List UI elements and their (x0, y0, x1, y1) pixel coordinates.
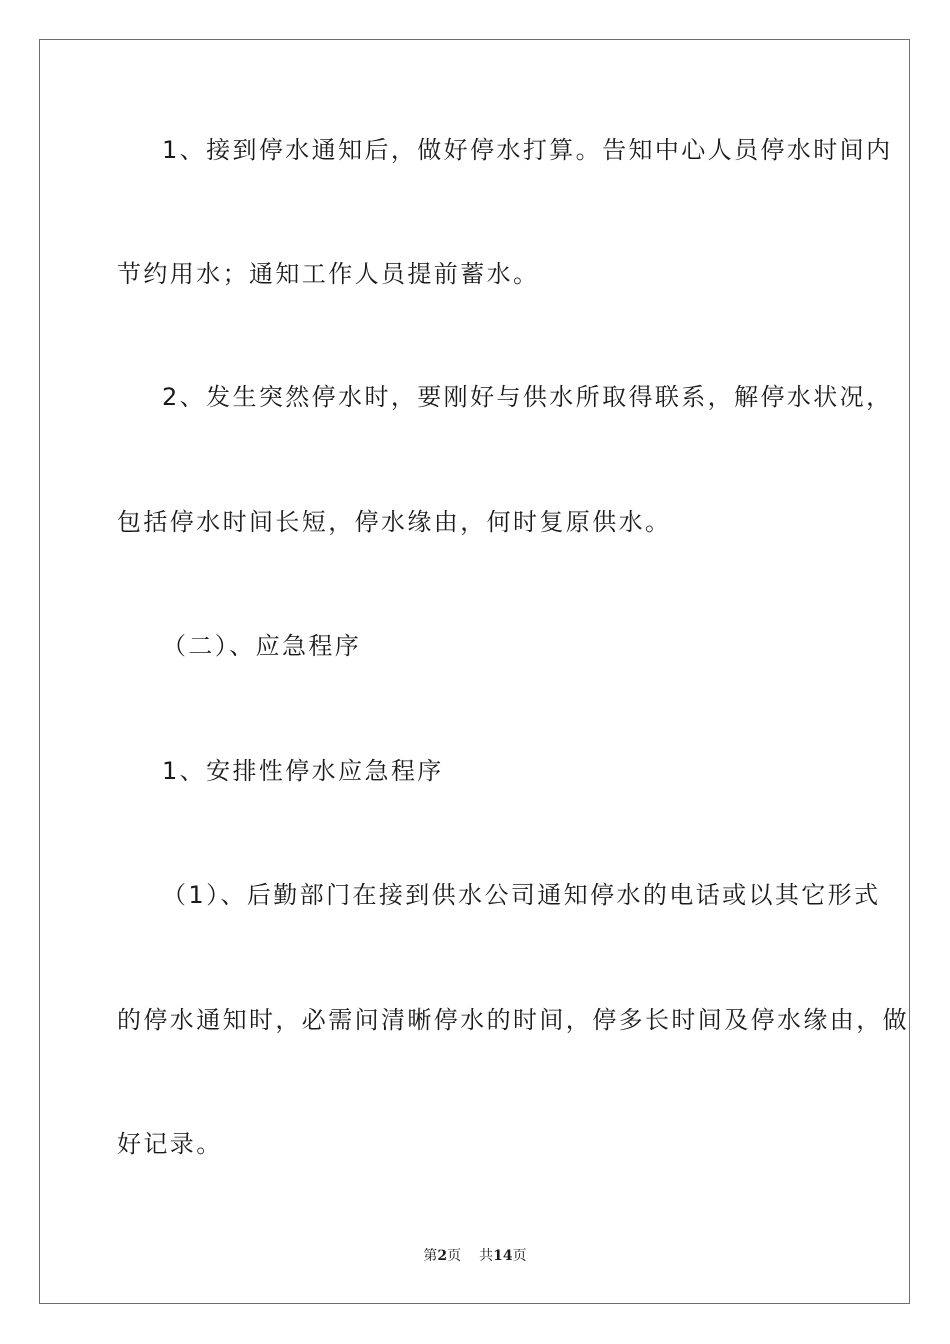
paragraph-3-line-1: （1）、后勤部门在接到供水公司通知停水的电话或以其它形式 (162, 881, 881, 909)
page-footer (0, 1247, 950, 1265)
footer-page-current: 2 (437, 1248, 448, 1264)
paragraph-3-line-3: 好记录。 (117, 1130, 223, 1158)
footer-total-suffix: 页 (512, 1248, 527, 1264)
paragraph-1-line-1: 1、接到停水通知后，做好停水打算。告知中心人员停水时间内 (162, 136, 893, 164)
paragraph-3-line-2: 的停水通知时，必需问清晰停水的时间，停多长时间及停水缘由，做 (117, 1006, 909, 1034)
section-heading-emergency-procedure: （二）、应急程序 (162, 632, 362, 660)
page-border (39, 39, 910, 1304)
subsection-heading-planned-outage: 1、安排性停水应急程序 (162, 757, 444, 785)
paragraph-2-line-1: 2、发生突然停水时，要刚好与供水所取得联系，解停水状况， (162, 383, 893, 411)
paragraph-2-line-2: 包括停水时间长短，停水缘由，何时复原供水。 (117, 508, 672, 536)
footer-total-prefix: 共 (479, 1248, 494, 1264)
footer-page-total: 14 (493, 1248, 513, 1264)
paragraph-1-line-2: 节约用水；通知工作人员提前蓄水。 (117, 260, 540, 288)
footer-page-prefix: 第 (423, 1248, 438, 1264)
footer-page-suffix: 页 (447, 1248, 462, 1264)
